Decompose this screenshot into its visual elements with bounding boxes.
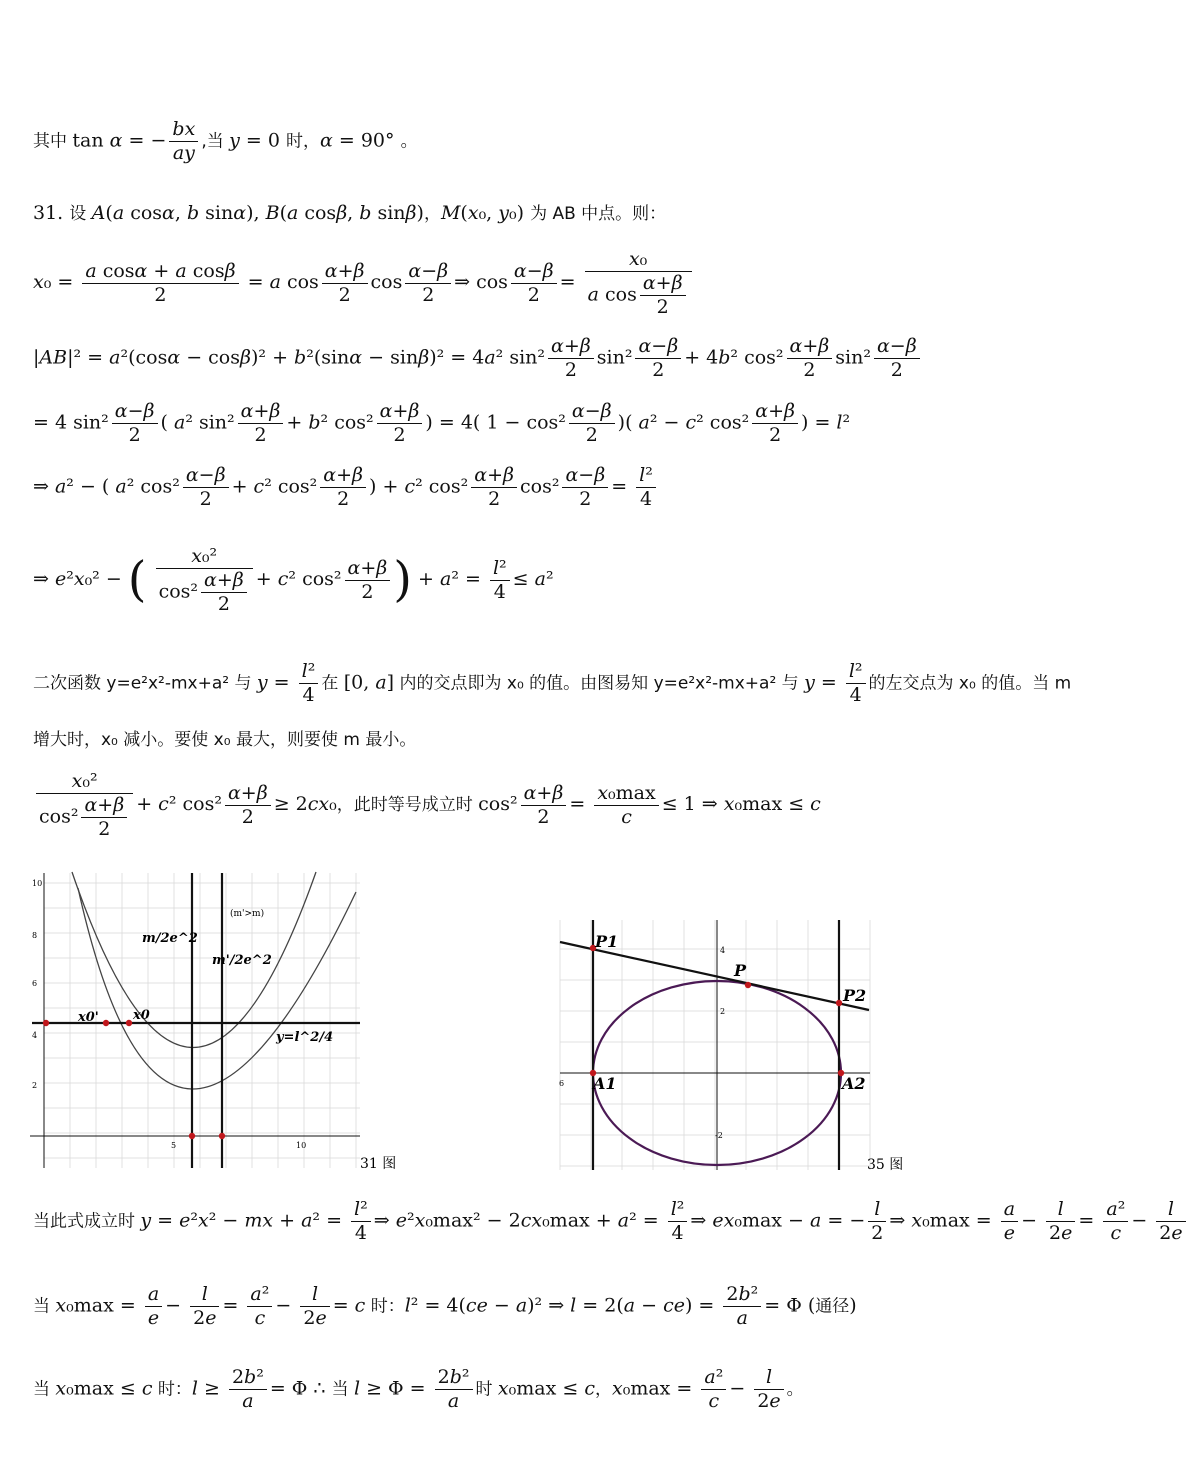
label-P: P [734,961,747,980]
label-mprime-2e2: m'/2e^2 [212,953,272,968]
intersection-point [103,1020,109,1026]
y-tick-2: 2 [32,1081,38,1090]
y-tick-neg2: -2 [715,1131,723,1140]
intersection-point [219,1133,225,1139]
text-line-2: 31. 设 A(a cosα, b sinα), B(a cosβ, b sinβ)，M(x₀, y₀) 为 AB 中点。则： [33,202,667,224]
label-A1: A1 [593,1074,617,1093]
tangent-line-P [560,942,869,1010]
figure-31-caption: 31 图 [360,1156,397,1172]
y-tick-4: 4 [32,1031,38,1040]
text-line-11: 当此式成立时 y = e²x² − mx + a² = $\frac{\text{l²}}{4}$ ⇒ e²x₀max² − 2cx₀max + a² = $\frac{\text{l²}}{4}$ ⇒ ex₀max − a = − $\frac{l}{2}$ ⇒ x₀max = $\frac{a}{e}$ − $\frac{l}{2e}$ = $\frac{\text{a²}}{c}$ − $\frac{l}{2e}$ [33,1198,1189,1245]
y-tick-2: 2 [720,1007,726,1016]
intersection-point [126,1020,132,1026]
x-tick-5: 5 [171,1141,177,1150]
y-tick-4: 4 [720,946,726,955]
text-line-10: x₀² cos² $\frac{\alpha+\beta}{2}$ + c² cos² $\frac{\alpha+\beta}{2}$ ≥ 2cx₀，此时等号成立时 cos² $\frac{\alpha+\beta}{2}$ = $\frac{\text{x₀max}}{c}$ ≤ 1 ⇒ x₀max ≤ c [33,770,821,840]
label-line-l2-4: y=l^2/4 [276,1030,334,1045]
text-line-4: |AB|² = a²(cosα − cosβ)² + b²(sinα − sinβ)² = 4a² sin² $\frac{\alpha+\beta}{2}$ sin² $\frac{\alpha-\beta}{2}$ + 4b² cos² $\frac{\alpha+\beta}{2}$ sin² $\frac{\alpha-\beta}{2}$ [33,335,923,382]
label-x0-prime: x0' [78,1010,99,1025]
text-line-6: ⇒ a² − ( a² cos² $\frac{\alpha-\beta}{2}$ + c² cos² $\frac{\alpha+\beta}{2}$ ) + c² cos² $\frac{\alpha+\beta}{2}$ cos² $\frac{\alpha-\beta}{2}$ = $\frac{\text{l²}}{4}$ [33,464,659,511]
figure-35-graph [555,915,904,1180]
x-tick-10: 10 [296,1141,307,1150]
text-line-3: x₀ = $\frac{\text{a cosα + a cosβ}}{2}$ = a cos $\frac{\alpha+\beta}{2}$ cos $\frac{\alpha-\beta}{2}$ ⇒ cos $\frac{\alpha-\beta}{2}$ = x₀ a cos $\frac{\alpha+\beta}{2}$ [33,248,695,318]
text-line-12: 当 x₀max = $\frac{a}{e}$ − $\frac{l}{2e}$ = $\frac{\text{a²}}{c}$ − $\frac{l}{2e}$ = c 时：l² = 4(ce − a)² ⇒ l = 2(a − ce) = $\frac{\text{2b²}}{a}$ = Φ (通径) [33,1283,857,1329]
note-m-prime-gt-m: (m'>m) [230,909,265,919]
text-line-9: 增大时，x₀ 减小。要使 x₀ 最大，则要使 m 最小。 [33,730,417,750]
label-x0: x0 [133,1008,150,1023]
text-line-5: = 4 sin² $\frac{\alpha-\beta}{2}$ ( a² sin² $\frac{\alpha+\beta}{2}$ + b² cos² $\frac{\alpha+\beta}{2}$ ) = 4( 1 − cos² $\frac{\alpha-\beta}{2}$ )( a² − c² cos² $\frac{\alpha+\beta}{2}$ ) = l² [33,400,851,446]
intersection-point [189,1133,195,1139]
text-line-13: 当 x₀max ≤ c 时：l ≥ $\frac{\text{2b²}}{a}$ = Φ ∴ 当 l ≥ Φ = $\frac{\text{2b²}}{a}$ 时 x₀max ≤ c，x₀max = $\frac{\text{a²}}{c}$ − $\frac{l}{2e}$ 。 [33,1366,804,1412]
point [745,982,751,988]
figure-31-graph [30,868,410,1178]
parabola-m-prime [78,888,356,1089]
y-tick-10: 10 [32,879,43,888]
text-line-1: 其中 tan α = − $\frac{bx}{ay}$ ,当 y = 0 时，α = 90° 。 [33,118,418,164]
text-line-8: 二次函数 y=e²x²-mx+a² 与 y = $\frac{\text{l²}}{4}$ 在 [0, a] 内的交点即为 x₀ 的值。由图易知 y=e²x²-mx+a² 与 y = $\frac{\text{l²}}{4}$ 的左交点为 x₀ 的值。当 m [33,660,1072,706]
point [836,1000,842,1006]
x-tick-6: 6 [559,1079,565,1088]
label-m-2e2: m/2e^2 [142,931,198,946]
label-A2: A2 [842,1074,866,1093]
y-tick-8: 8 [32,931,38,940]
label-P1: P1 [595,932,619,951]
text-line-7: ⇒ e²x₀² − ( x₀² cos² $\frac{\alpha+\beta}{2}$ + c² cos² $\frac{\alpha+\beta}{2}$ ) + a² = $\frac{\text{l²}}{4}$ ≤ a² [33,545,554,615]
figure-35-caption: 35 图 [867,1157,904,1173]
y-tick-6: 6 [32,979,38,988]
label-P2: P2 [843,986,867,1005]
intersection-point [43,1020,49,1026]
